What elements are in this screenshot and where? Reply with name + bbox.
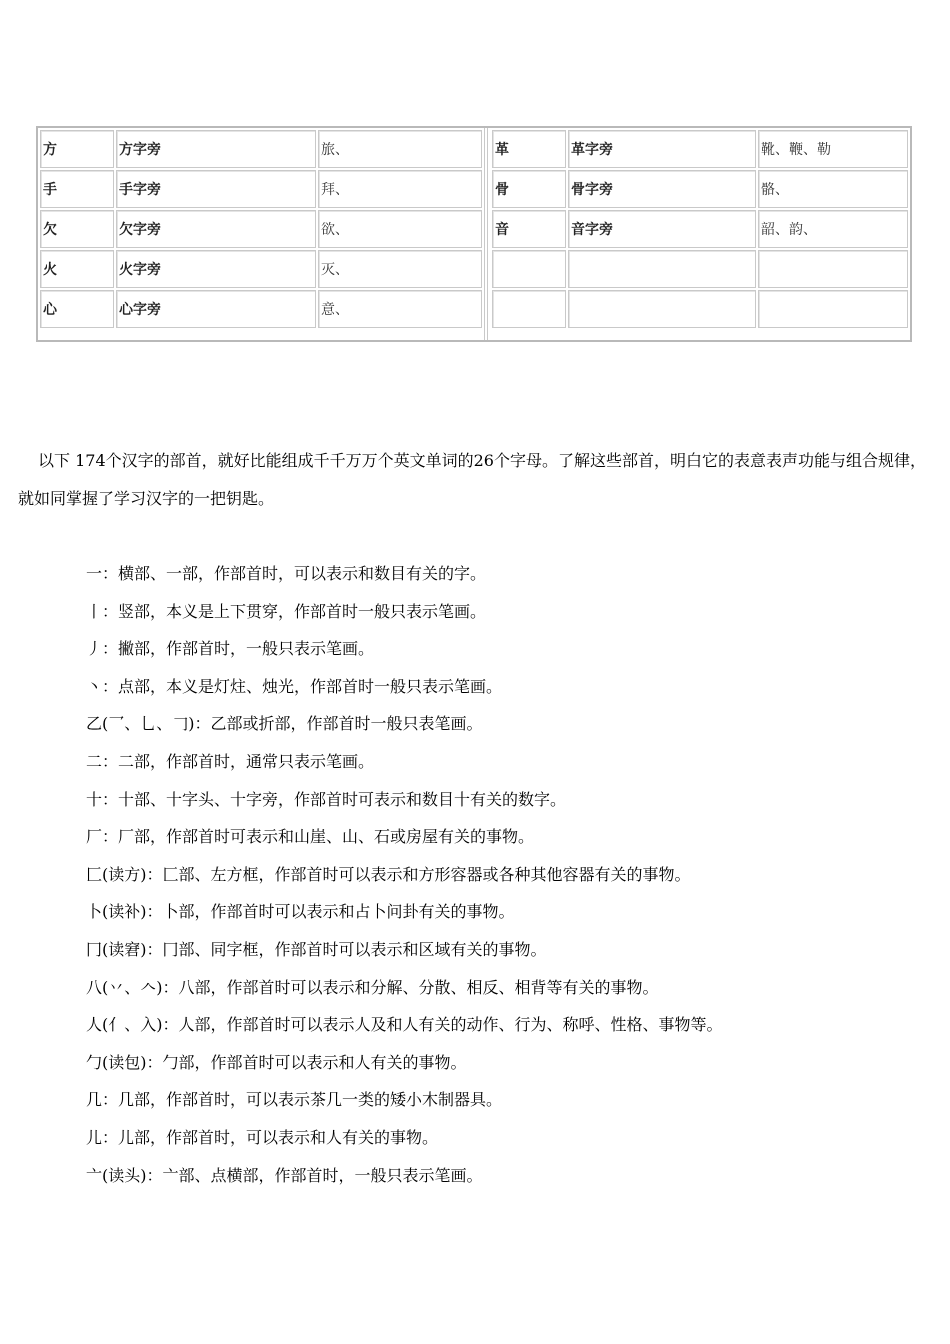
table-row [40,130,482,168]
table-row [40,290,482,328]
radical-name-cell: 手字旁 [116,170,316,208]
list-item: 卜(读补)：卜部，作部首时可以表示和占卜问卦有关的事物。 [86,902,515,922]
list-item: 二：二部，作部首时，通常只表示笔画。 [86,751,375,771]
radical-examples-cell: 靴、鞭、勒 [758,130,908,168]
radical-name-cell: 火字旁 [116,250,316,288]
table-row [40,170,482,208]
radical-name-cell: 欠字旁 [116,210,316,248]
radical-name-cell: 革字旁 [568,130,756,168]
radical-examples-cell: 意、 [318,290,482,328]
list-item: 八(丷、𠆢)：八部，作部首时可以表示和分解、分散、相反、相背等有关的事物。 [86,977,659,997]
radical-name-cell: 心字旁 [116,290,316,328]
radical-table-left [38,128,484,330]
radical-name-cell: 方字旁 [116,130,316,168]
radical-cell: 革 [492,130,566,168]
radical-cell: 方 [40,130,114,168]
list-item: 亠(读头)：亠部、点横部，作部首时，一般只表示笔画。 [86,1165,483,1185]
radical-cell [492,250,566,288]
radical-cell: 手 [40,170,114,208]
list-item: 一：横部、一部，作部首时，可以表示和数目有关的字。 [86,564,487,583]
table-row [492,210,908,248]
list-item: 乙(乛、乚、𠃌)：乙部或折部，作部首时一般只表笔画。 [86,714,483,734]
table-row [492,170,908,208]
radical-examples-cell: 拜、 [318,170,482,208]
radical-list [86,560,723,1199]
table-divider [484,128,488,340]
radical-examples-cell [758,290,908,328]
list-item: 勹(读包)：勹部，作部首时可以表示和人有关的事物。 [86,1052,467,1072]
list-item: 冂(读窘)：冂部、同字框，作部首时可以表示和区域有关的事物。 [86,939,547,959]
radical-table-right [490,128,910,330]
intro-paragraph: 以下 174个汉字的部首，就好比能组成千千万万个英文单词的26个字母。了解这些部首，明白它的表意表声功能与组合规律，就如同掌握了学习汉字的一把钥匙。 [18,451,926,508]
radical-cell: 欠 [40,210,114,248]
table-row [492,250,908,288]
radical-examples-cell: 旅、 [318,130,482,168]
radical-examples-cell: 欲、 [318,210,482,248]
table-row [40,210,482,248]
radical-name-cell: 骨字旁 [568,170,756,208]
radical-name-cell [568,250,756,288]
radical-cell: 心 [40,290,114,328]
list-item: 十：十部、十字头、十字旁，作部首时可表示和数目十有关的数字。 [86,789,567,809]
radical-cell: 音 [492,210,566,248]
radical-name-cell [568,290,756,328]
list-item: 丨：竖部，本义是上下贯穿，作部首时一般只表示笔画。 [86,601,487,621]
radical-table-frame [36,126,912,342]
list-item: 丶：点部，本义是灯炷、烛光，作部首时一般只表示笔画。 [86,676,503,696]
list-item: 人(亻、入)：人部，作部首时可以表示人及和人有关的动作、行为、称呼、性格、事物等。 [86,1015,723,1035]
radical-cell [492,290,566,328]
radical-examples-cell: 韶、韵、 [758,210,908,248]
list-item: 厂：厂部，作部首时可表示和山崖、山、石或房屋有关的事物。 [86,827,535,847]
list-item: 几：几部，作部首时，可以表示茶几一类的矮小木制器具。 [86,1090,503,1110]
list-item: 匚(读方)：匚部、左方框，作部首时可以表示和方形容器或各种其他容器有关的事物。 [86,864,691,884]
radical-cell: 骨 [492,170,566,208]
list-item: 丿：撇部，作部首时，一般只表示笔画。 [86,639,375,659]
list-item: 儿：儿部，作部首时，可以表示和人有关的事物。 [86,1127,439,1147]
table-row [40,250,482,288]
radical-name-cell: 音字旁 [568,210,756,248]
radical-cell: 火 [40,250,114,288]
radical-examples-cell [758,250,908,288]
table-row [492,130,908,168]
radical-examples-cell: 骼、 [758,170,908,208]
table-row [492,290,908,328]
radical-examples-cell: 灭、 [318,250,482,288]
